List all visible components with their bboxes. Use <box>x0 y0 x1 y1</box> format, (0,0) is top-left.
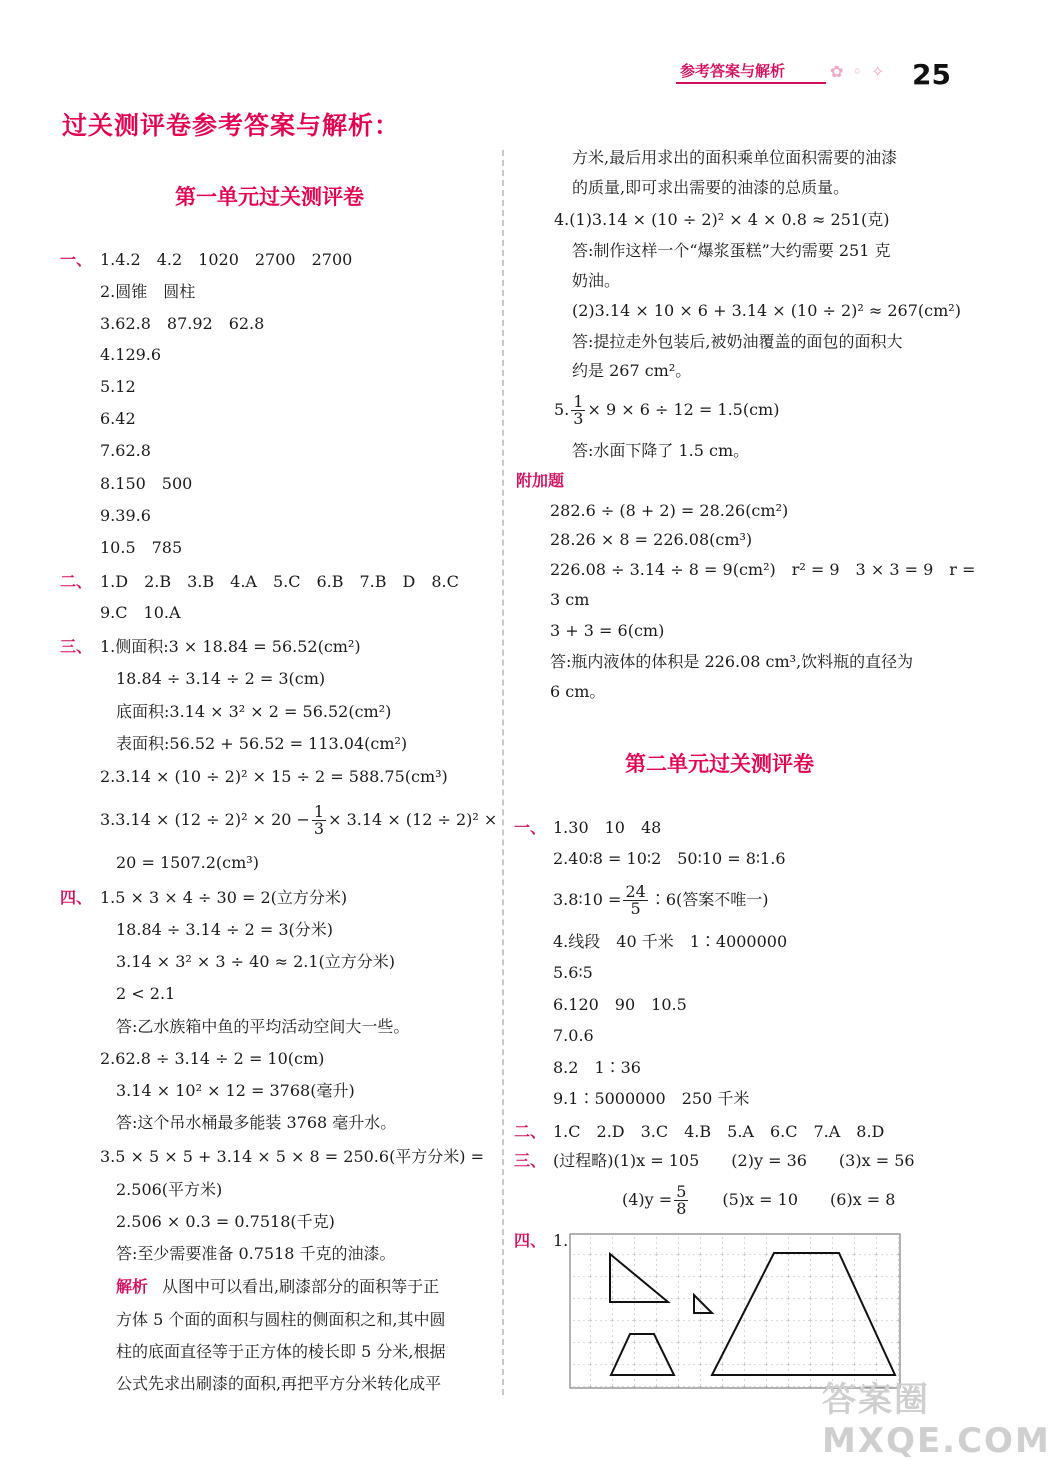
answer-line-fraction <box>553 879 769 921</box>
answer-text: (5)x = 10 (6)x = 8 <box>690 1190 896 1209</box>
answer-line: 2.3.14 × (10 ÷ 2)² × 15 ÷ 2 = 588.75(cm³) <box>100 767 448 786</box>
answer-line: 7.0.6 <box>553 1026 594 1045</box>
answer-line: 9.1∶5000000 250 千米 <box>553 1089 750 1108</box>
answer-line: 答:乙水族箱中鱼的平均活动空间大一些。 <box>116 1017 410 1036</box>
answer-text: 3.8∶10 = <box>553 890 622 909</box>
answer-line: 10.5 785 <box>100 538 183 557</box>
fraction-denominator: 3 <box>313 818 325 838</box>
extra-question-label: 附加题 <box>516 471 565 490</box>
answer-line: 2.506(平方米) <box>116 1180 223 1199</box>
fraction-one-third <box>312 801 326 838</box>
answer-line: 226.08 ÷ 3.14 ÷ 8 = 9(cm²) r² = 9 3 × 3 = 9 r = <box>550 560 976 579</box>
answer-line: 底面积:3.14 × 3² × 2 = 56.52(cm²) <box>116 702 392 721</box>
watermark: 答案圈 MXQE.COM <box>822 1380 1051 1461</box>
answer-line: 答:瓶内液体的体积是 226.08 cm³,饮料瓶的直径为 <box>550 652 914 671</box>
header-decoration: ✿ ◦ ✧ <box>830 62 887 81</box>
analysis-label: 解析 <box>116 1277 149 1296</box>
answer-line: 奶油。 <box>572 271 621 290</box>
main-title: 过关测评卷参考答案与解析： <box>62 111 401 140</box>
grid-background <box>570 1234 900 1388</box>
unit1-sec2-label: 二、 <box>60 572 93 591</box>
answer-line: 3 + 3 = 6(cm) <box>550 621 665 640</box>
answer-line: 6.42 <box>100 409 136 428</box>
unit1-sec4-label: 四、 <box>60 888 93 907</box>
answer-line: 2.40∶8 = 10∶2 50∶10 = 8∶1.6 <box>553 849 786 868</box>
answer-line-fraction <box>622 1179 895 1221</box>
answer-line: 18.84 ÷ 3.14 ÷ 2 = 3(cm) <box>116 669 326 688</box>
fraction-24-5 <box>623 881 647 918</box>
answer-line: 28.26 × 8 = 226.08(cm³) <box>550 530 753 549</box>
answer-text: 5. <box>554 400 570 419</box>
answer-line: 18.84 ÷ 3.14 ÷ 2 = 3(分米) <box>116 920 334 939</box>
answer-line: 答:制作这样一个“爆浆蛋糕”大约需要 251 克 <box>572 241 891 260</box>
answer-line: 5.6∶5 <box>553 963 593 982</box>
answer-line: 3.14 × 10² × 12 = 3768(毫升) <box>116 1081 355 1100</box>
answer-line-fraction <box>554 390 779 430</box>
answer-line: 2 < 2.1 <box>116 984 176 1003</box>
fraction-numerator: 1 <box>313 801 325 821</box>
answer-line: 2.62.8 ÷ 3.14 ÷ 2 = 10(cm) <box>100 1049 325 1068</box>
answer-line: 答:水面下降了 1.5 cm。 <box>572 441 750 460</box>
analysis-line: 柱的底面直径等于正方体的棱长即 5 分米,根据 <box>116 1342 446 1361</box>
answer-line: 3.5 × 5 × 5 + 3.14 × 5 × 8 = 250.6(平方分米) = <box>100 1147 485 1166</box>
answer-line: 8.2 1∶36 <box>553 1058 641 1077</box>
answer-line: 1.5 × 3 × 4 ÷ 30 = 2(立方分米) <box>100 888 348 907</box>
answer-line: 20 = 1507.2(cm³) <box>116 853 259 872</box>
page-number: 25 <box>912 58 951 91</box>
fraction-denominator: 8 <box>676 1198 687 1218</box>
answer-line: 答:提拉走外包装后,被奶油覆盖的面包的面积大 <box>572 332 903 351</box>
answer-line: 7.62.8 <box>100 441 151 460</box>
fraction-denominator: 5 <box>630 898 641 918</box>
answer-text: × 9 × 6 ÷ 12 = 1.5(cm) <box>587 400 780 419</box>
column-divider <box>502 150 504 1395</box>
answer-line: 2.圆锥 圆柱 <box>100 282 196 301</box>
answer-line: 的质量,即可求出需要的油漆的总质量。 <box>572 178 850 197</box>
answer-line: 9.C 10.A <box>100 603 181 622</box>
answer-line: 4.线段 40 千米 1∶4000000 <box>553 932 788 951</box>
answer-line: 8.150 500 <box>100 474 193 493</box>
answer-line-fraction <box>100 800 497 840</box>
answer-text: 3.3.14 × (12 ÷ 2)² × 20 − <box>100 810 310 829</box>
answer-line: 3.62.8 87.92 62.8 <box>100 314 265 333</box>
answer-line: 3 cm <box>550 590 590 609</box>
grid-figure <box>568 1232 908 1394</box>
answer-line: 1.C 2.D 3.C 4.B 5.A 6.C 7.A 8.D <box>553 1122 885 1141</box>
answer-line: 5.12 <box>100 377 136 396</box>
answer-text: ∶6(答案不唯一) <box>649 890 769 909</box>
answer-line: 1.30 10 48 <box>553 818 662 837</box>
fraction-one-third <box>571 391 585 428</box>
analysis-line: 方体 5 个面的面积与圆柱的侧面积之和,其中圆 <box>116 1310 446 1329</box>
answer-line: (过程略)(1)x = 105 (2)y = 36 (3)x = 56 <box>553 1151 915 1170</box>
answer-line: 282.6 ÷ (8 + 2) = 28.26(cm²) <box>550 501 789 520</box>
answer-item-number: 1. <box>553 1231 569 1250</box>
unit1-sec3-label: 三、 <box>60 637 93 656</box>
fraction-numerator: 24 <box>625 881 646 901</box>
fraction-denominator: 3 <box>573 408 584 428</box>
answer-line: 表面积:56.52 + 56.52 = 113.04(cm²) <box>116 734 408 753</box>
answer-line: 答:至少需要准备 0.7518 千克的油漆。 <box>116 1244 396 1263</box>
answer-line: 6.120 90 10.5 <box>553 995 687 1014</box>
fraction-numerator: 1 <box>573 391 584 411</box>
analysis-line: 从图中可以看出,刷漆部分的面积等于正 <box>162 1277 440 1296</box>
answer-line: 1.4.2 4.2 1020 2700 2700 <box>100 250 353 269</box>
answer-line: 9.39.6 <box>100 506 151 525</box>
unit2-sec1-label: 一、 <box>514 818 547 837</box>
answer-text: (4)y = <box>622 1190 673 1209</box>
fraction-numerator: 5 <box>676 1181 687 1201</box>
answer-line: (2)3.14 × 10 × 6 + 3.14 × (10 ÷ 2)² ≈ 267(cm²) <box>572 301 961 320</box>
header-underline <box>676 82 826 84</box>
unit2-title: 第二单元过关测评卷 <box>625 752 814 776</box>
answer-line: 1.D 2.B 3.B 4.A 5.C 6.B 7.B D 8.C <box>100 572 459 591</box>
unit2-sec2-label: 二、 <box>514 1122 547 1141</box>
header-title: 参考答案与解析 <box>680 62 786 80</box>
unit2-sec4-label: 四、 <box>514 1231 547 1250</box>
unit2-sec3-label: 三、 <box>514 1151 547 1170</box>
analysis-line: 公式先求出刷漆的面积,再把平方分米转化成平 <box>116 1374 442 1393</box>
fraction-5-8 <box>674 1181 688 1218</box>
unit1-sec1-label: 一、 <box>60 250 93 269</box>
unit1-title: 第一单元过关测评卷 <box>175 185 364 209</box>
answer-line: 1.侧面积:3 × 18.84 = 56.52(cm²) <box>100 637 361 656</box>
answer-line: 约是 267 cm²。 <box>572 361 692 380</box>
answer-text: × 3.14 × (12 ÷ 2)² × <box>328 810 498 829</box>
answer-line: 3.14 × 3² × 3 ÷ 40 ≈ 2.1(立方分米) <box>116 952 396 971</box>
answer-line: 方米,最后用求出的面积乘单位面积需要的油漆 <box>572 148 898 167</box>
answer-line: 4.129.6 <box>100 345 162 364</box>
answer-line: 答:这个吊水桶最多能装 3768 毫升水。 <box>116 1113 397 1132</box>
answer-line: 4.(1)3.14 × (10 ÷ 2)² × 4 × 0.8 ≈ 251(克) <box>554 210 890 229</box>
answer-line: 2.506 × 0.3 = 0.7518(千克) <box>116 1212 335 1231</box>
answer-line: 6 cm。 <box>550 682 606 701</box>
